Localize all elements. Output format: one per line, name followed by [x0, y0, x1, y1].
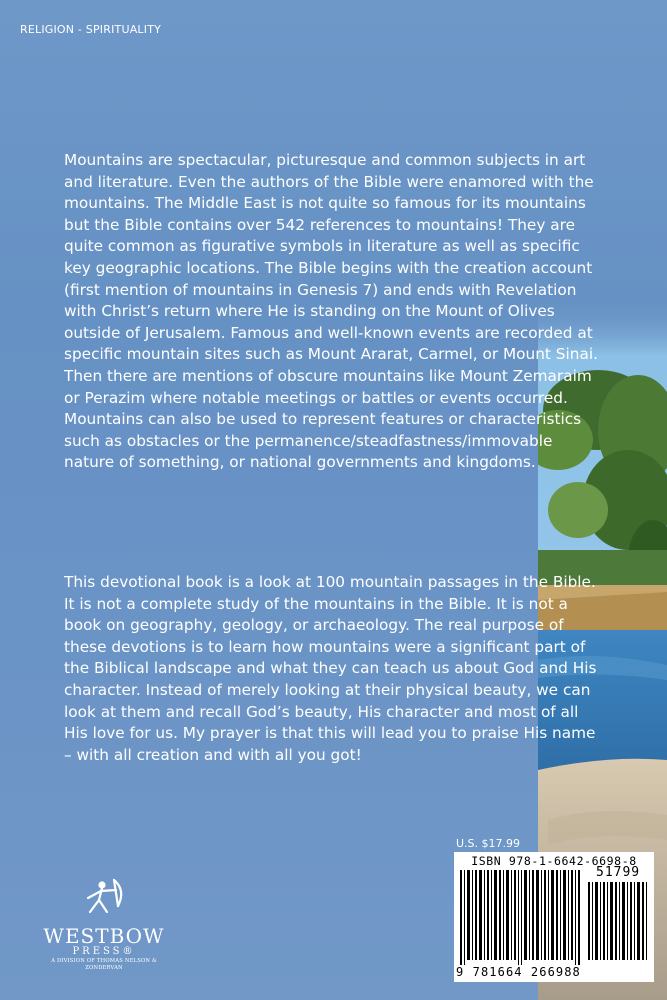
publisher-name: WESTBOW [43, 924, 165, 948]
publisher-press: PRESS® [72, 946, 136, 957]
blurb-paragraph-1: Mountains are spectacular, picturesque and common subjects in art and literature. Even the authors of the Bible were enamored with the mountains. The Middle East is not quite so famous for its mountains but the Bible contains over 542 references to mountains! They are quite common as figurative symbols in literature as well as specific key geographic locations. The Bible begins with the creation account (first mention of mountains in Genesis 7) and ends with Revelation with Christ’s return where He is standing on the Mount of Olives outside of Jerusalem. Famous and well-known events are recorded at specific mountain sites such as Mount Ararat, Carmel, or Mount Sinai. Then there are mentions of obscure mountains like Mount Zemaraim or Perazim where notable meetings or battles or events occurred. Mountains can also be used to represent features or characteristics such as obstacles or the permanence/steadfastness/immovable nature of something, or national governments and kingdoms. [64, 151, 598, 472]
price-label: U.S. $17.99 [456, 837, 521, 850]
category-label: RELIGION - SPIRITUALITY [20, 23, 162, 36]
publisher-tagline: A DIVISION OF THOMAS NELSON & ZONDERVAN [51, 958, 157, 971]
price-code: 51799 [596, 865, 641, 880]
ean-digits: 9 781664 266988 [456, 965, 581, 979]
archer-icon [74, 876, 134, 918]
isbn-text: ISBN 978-1-6642-6698-8 [471, 854, 637, 868]
publisher-logo [40, 876, 168, 972]
barcode [454, 852, 654, 982]
blurb-paragraph-2: This devotional book is a look at 100 mountain passages in the Bible. It is not a complete study of the mountains in the Bible. It is not a book on geography, geology, or archaeology. The real purpose of these devotions is to learn how mountains were a significant part of the Biblical landscape and what they can teach us about God and His character. Instead of merely looking at their physical beauty, we can look at them and recall God’s beauty, His character and most of all His love for us. My prayer is that this will lead you to praise His name – with all creation and with all you got! [64, 573, 597, 764]
